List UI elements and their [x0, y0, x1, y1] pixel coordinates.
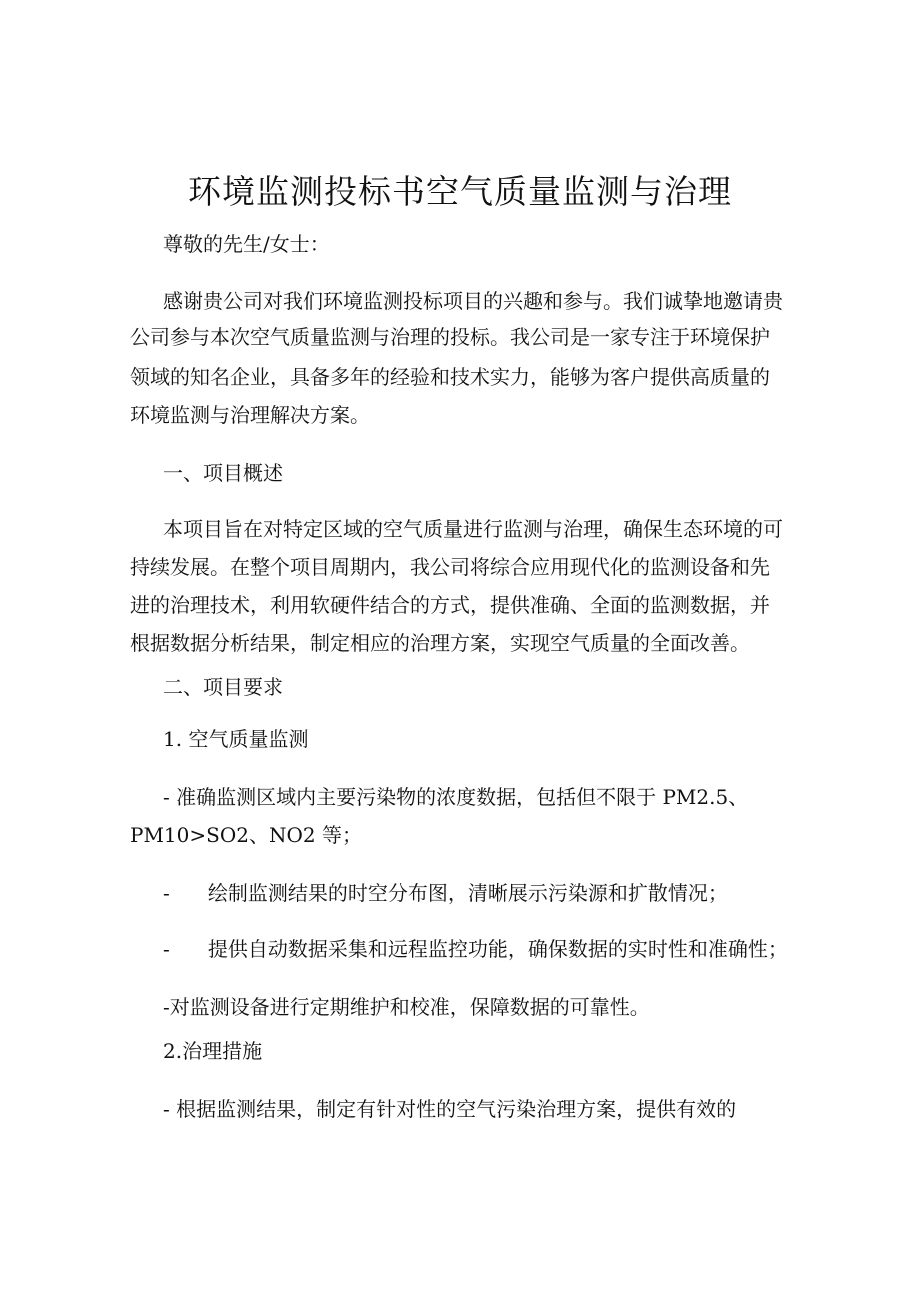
- section1-line-3: 进的治理技术，利用软硬件结合的方式，提供准确、全面的监测数据，并: [130, 593, 770, 617]
- intro-line-3: 领域的知名企业，具备多年的经验和技术实力，能够为客户提供高质量的: [130, 365, 770, 389]
- intro-line-1: 感谢贵公司对我们环境监测投标项目的兴趣和参与。我们诚挚地邀请贵: [163, 289, 783, 313]
- sub1-item-3: - 提供自动数据采集和远程监控功能，确保数据的实时性和准确性；: [163, 937, 788, 961]
- sub1-item-1-line-1: - 准确监测区域内主要污染物的浓度数据，包括但不限于 PM2.5、: [163, 785, 749, 809]
- sub1-item-4: -对监测设备进行定期维护和校准，保障数据的可靠性。: [163, 995, 650, 1019]
- sub1-item-1-line-2: PM10>SO2、NO2 等；: [130, 823, 362, 847]
- section1-line-4: 根据数据分析结果，制定相应的治理方案，实现空气质量的全面改善。: [130, 631, 750, 655]
- section2-heading: 二、项目要求: [163, 675, 283, 699]
- document-title: 环境监测投标书空气质量监测与治理: [188, 172, 732, 211]
- intro-line-2: 公司参与本次空气质量监测与治理的投标。我公司是一家专注于环境保护: [130, 325, 770, 349]
- sub1-heading: 1. 空气质量监测: [163, 727, 309, 751]
- salutation: 尊敬的先生/女士：: [163, 232, 330, 256]
- sub2-item-1: - 根据监测结果，制定有针对性的空气污染治理方案，提供有效的: [163, 1097, 737, 1121]
- sub1-item-2: - 绘制监测结果的时空分布图，清晰展示污染源和扩散情况；: [163, 881, 728, 905]
- section1-line-2: 持续发展。在整个项目周期内，我公司将综合应用现代化的监测设备和先: [130, 555, 770, 579]
- section1-heading: 一、项目概述: [163, 461, 283, 485]
- intro-line-4: 环境监测与治理解决方案。: [130, 403, 370, 427]
- sub2-heading: 2.治理措施: [163, 1039, 263, 1063]
- section1-line-1: 本项目旨在对特定区域的空气质量进行监测与治理，确保生态环境的可: [163, 517, 783, 541]
